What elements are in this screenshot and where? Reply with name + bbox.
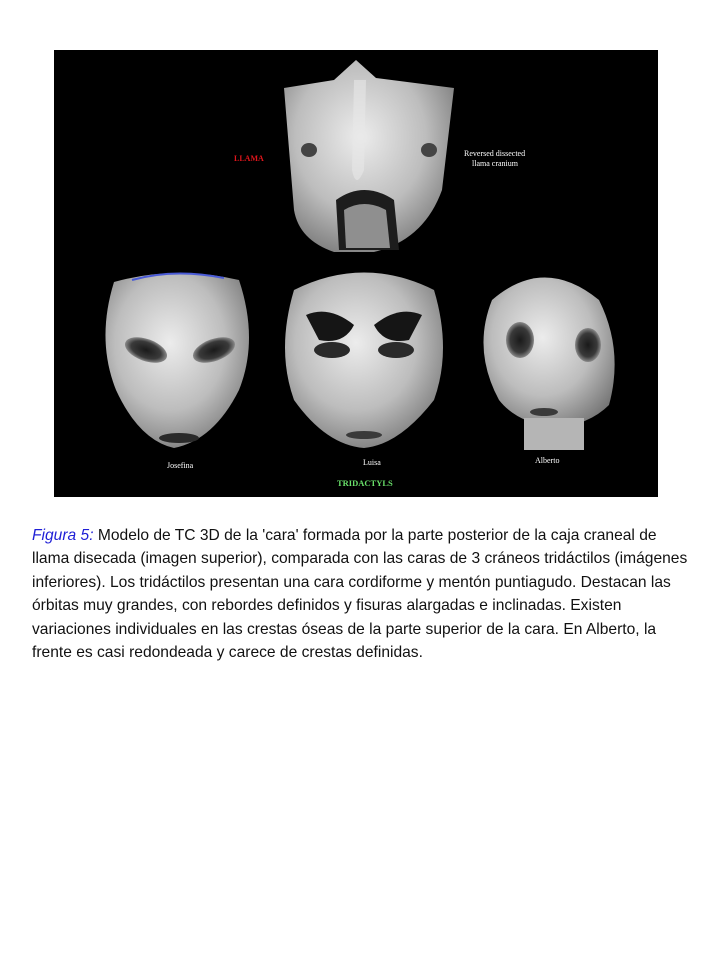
luisa-label: Luisa: [363, 458, 381, 467]
reversed-label-line2: llama cranium: [472, 159, 518, 168]
caption-text: Modelo de TC 3D de la 'cara' formada por la parte posterior de la caja craneal de llama disecada (imagen superior), comparada con las caras de 3 cráneos tridáctilos (imágenes inferiores). Los tridáctilos presentan una cara cordiforme y mentón puntiagudo. Destacan las órbitas muy grandes, con rebordes definidos y fisuras alargadas e inclinadas. Existen variaciones individuales en las crestas óseas de la parte superior de la cara. En Alberto, la frente es casi redondeada y carece de crestas definidas.: [32, 526, 688, 662]
figure-caption: [32, 524, 694, 665]
tridactyls-label: TRIDACTYLS: [337, 478, 393, 488]
figure-image: [54, 50, 658, 497]
figure-label: Figura 5:: [32, 526, 94, 544]
reversed-label-line1: Reversed dissected: [464, 149, 526, 158]
josefina-label: Josefina: [167, 461, 194, 470]
llama-label: LLAMA: [234, 154, 264, 163]
alberto-label: Alberto: [535, 456, 560, 465]
